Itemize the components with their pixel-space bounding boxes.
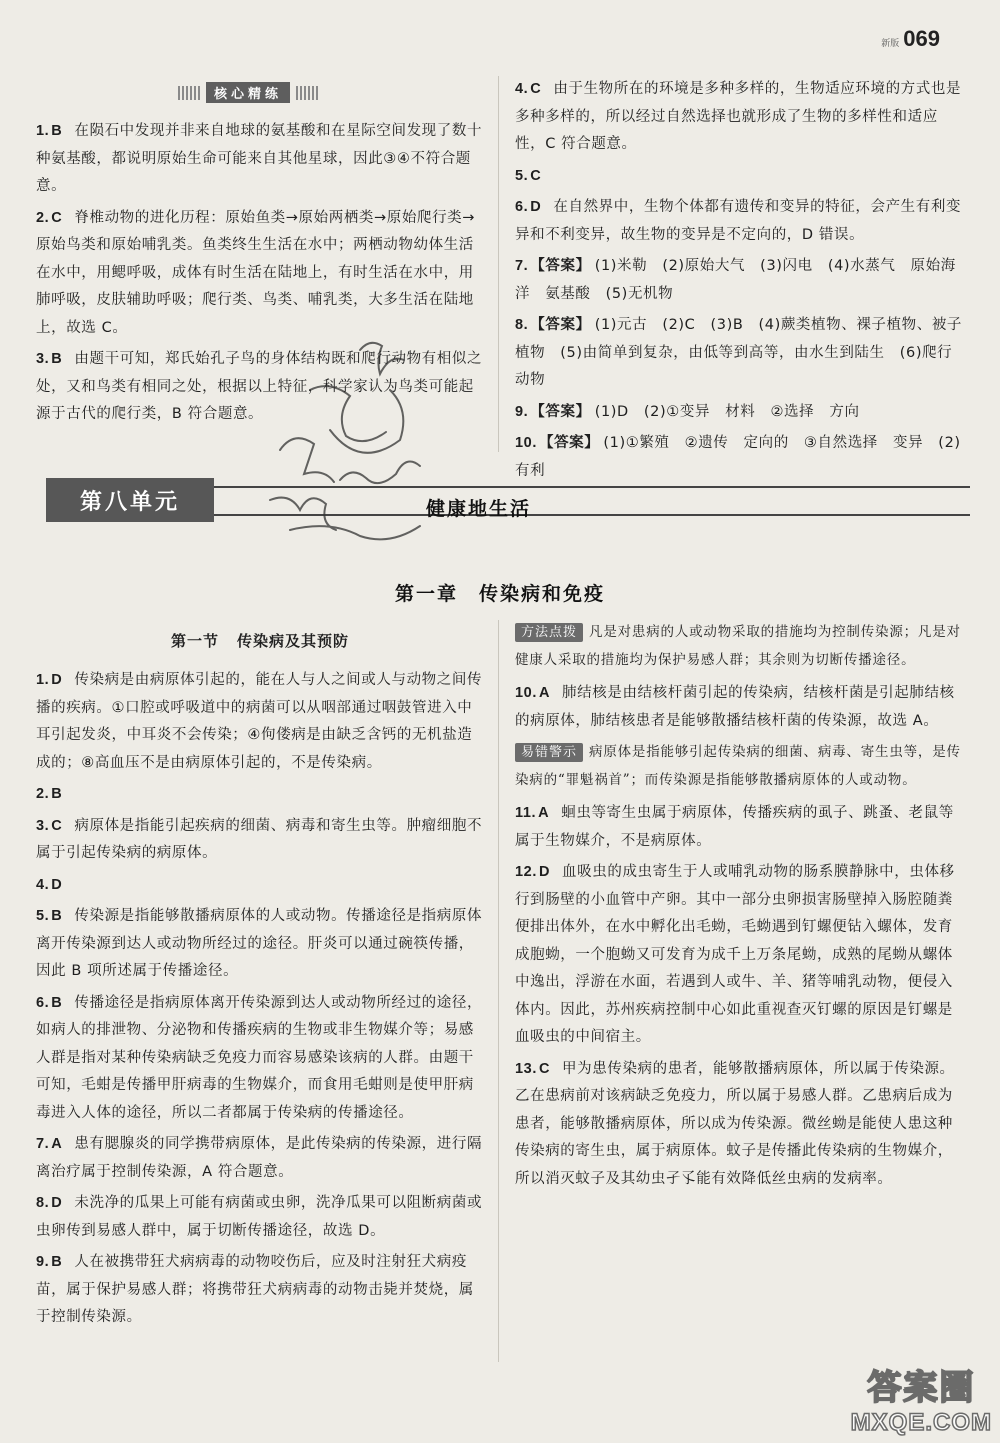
method-tip-note: 方法点拨 凡是对患病的人或动物采取的措施均为控制传染源；凡是对健康人采取的措施均为保护易感人群；其余则为切断传播途径。 [515,624,961,668]
answer-item: 4. C 由于生物所在的环境是多种多样的，生物适应环境的方式也是多种多样的，所以经过自然选择也就形成了生物的多样性和适应性，C 符合题意。 [515,81,962,152]
logo-top-text: 答案圈 [867,1368,976,1408]
site-logo-watermark [851,1360,992,1437]
answer-item: 3. C 病原体是指能引起疾病的细菌、病毒和寄生虫等。肿瘤细胞不属于引起传染病的病原体。 [36,817,483,861]
method-tip-pill: 方法点拨 [515,623,583,642]
answer-item: 4. D [36,876,63,893]
unit-title: 健康地生活 [426,498,532,520]
answer-item: 7. 【答案】 (1)米勒 (2)原始大气 (3)闪电 (4)水蒸气 原始海洋 氨基酸 (5)无机物 [515,258,956,302]
badge-label: 核心精练 [206,82,290,103]
unit-label: 第八单元 [46,478,214,522]
answer-item: 7. A 患有腮腺炎的同学携带病原体，是此传染病的传染源，进行隔离治疗属于控制传染源，A 符合题意。 [36,1136,483,1180]
error-warning-pill: 易错警示 [515,743,583,762]
answers-top-right [515,76,965,489]
answer-item: 5. C [515,167,542,184]
answer-item: 6. D 在自然界中，生物个体都有遗传和变异的特征，会产生有利变异和不利变异，故生物的变异是不定向的，D 错误。 [515,199,962,243]
badge-stripes-left [178,86,200,100]
core-practice-badge [178,82,318,103]
answer-item: 2. C 脊椎动物的进化历程：原始鱼类→原始两栖类→原始爬行类→原始鸟类和原始哺乳类。鱼类终生生活在水中；两栖动物幼体生活在水中，用鳃呼吸，成体有时生活在陆地上，有时生活在水中，用肺呼吸，皮肤辅助呼吸；爬行类、鸟类、哺乳类，大多生活在陆地上，故选 C。 [36,209,476,336]
chapter-title: 第一章 传染病和免疫 [394,583,605,605]
badge-stripes-right [296,86,318,100]
unit-header [46,470,970,530]
error-warning-note: 易错警示 病原体是指能够引起传染病的细菌、病毒、寄生虫等，是传染病的“罪魁祸首”；而传染源是指能够散播病原体的人或动物。 [515,744,961,788]
answers-bottom-right [515,619,965,1197]
answer-item: 8. D 未洗净的瓜果上可能有病菌或虫卵，洗净瓜果可以阻断病菌或虫卵传到易感人群中，属于切断传播途径，故选 D。 [36,1195,483,1239]
answer-item: 11. A 蛔虫等寄生虫属于病原体，传播疾病的虱子、跳蚤、老鼠等属于生物媒介，不是病原体。 [515,805,954,849]
answer-item: 1. B 在陨石中发现并非来自地球的氨基酸和在星际空间发现了数十种氨基酸，都说明原始生命可能来自其他星球，因此③④不符合题意。 [36,123,483,194]
answer-item: 10. A 肺结核是由结核杆菌引起的传染病，结核杆菌是引起肺结核的病原体，肺结核患者是能够散播结核杆菌的传染源，故选 A。 [515,685,955,729]
answers-bottom-left [36,667,484,1336]
answer-item: 6. B 传播途径是指病原体离开传染源到达人或动物所经过的途径，如病人的排泄物、分泌物和传播疾病的生物或非生物媒介等；易感人群是指对某种传染病缺乏免疫力而容易感染该病的人群。由题干可知，毛蚶是传播甲肝病毒的生物媒介，而食用毛蚶则是使甲肝病毒进入人体的途径，所以二者都属于传染病的传播途径。 [36,994,483,1121]
answer-item: 8. 【答案】 (1)元古 (2)C (3)B (4)蕨类植物、裸子植物、被子植物 (5)由简单到复杂，由低等到高等，由水生到陆生 (6)爬行动物 [515,317,963,388]
page-number-tiny-label: 新版 [881,38,900,48]
column-divider-top [498,76,499,452]
page-number-value: 069 [903,26,940,51]
answer-item: 3. B 由题干可知，郑氏始孔子鸟的身体结构既和爬行动物有相似之处，又和鸟类有相同之处，根据以上特征，科学家认为鸟类可能起源于古代的爬行类，B 符合题意。 [36,351,483,422]
answer-item: 1. D 传染病是由病原体引起的，能在人与人之间或人与动物之间传播的疾病。①口腔或呼吸道中的病菌可以从咽部通过咽鼓管进入中耳引起发炎，中耳炎不会传染；④佝偻病是由缺乏含钙的无机盐造成的；⑧高血压不是由病原体引起的，不是传染病。 [36,672,483,771]
answer-item: 13. C 甲为患传染病的患者，能够散播病原体，所以属于传染源。乙在患病前对该病缺乏免疫力，所以属于易感人群。乙患病后成为患者，能够散播病原体，所以成为传染源。微丝蚴是能使人患这种传染病的寄生虫，属于病原体。蚊子是传播此传染病的生物媒介，所以消灭蚊子及其幼虫孑孓能有效降低丝虫病的发病率。 [515,1060,955,1187]
answer-item: 12. D 血吸虫的成虫寄生于人或哺乳动物的肠系膜静脉中，虫体移行到肠壁的小血管中产卵。其中一部分虫卵损害肠壁掉入肠腔随粪便排出体外，在水中孵化出毛蚴，毛蚴遇到钉螺便钻入螺体，发育成胞蚴，一个胞蚴又可发育为成千上万条尾蚴，成熟的尾蚴从螺体中逸出，浮游在水面，若遇到人或牛、羊、猪等哺乳动物，便侵入体内。因此，苏州疾病控制中心如此重视查灭钉螺的原因是钉螺是血吸虫的中间宿主。 [515,864,955,1045]
answer-item: 5. B 传染源是指能够散播病原体的人或动物。传播途径是指病原体离开传染源到达人或动物所经过的途径。肝炎可以通过碗筷传播，因此 B 项所述属于传播途径。 [36,908,483,979]
answer-item: 9. B 人在被携带狂犬病病毒的动物咬伤后，应及时注射狂犬病疫苗，属于保护易感人群；将携带狂犬病病毒的动物击毙并焚烧，属于控制传染源。 [36,1254,474,1325]
answer-item: 9. 【答案】 (1)D (2)①变异 材料 ②选择 方向 [515,403,860,420]
page-number [881,26,940,52]
answer-item: 2. B [36,786,63,802]
section-title: 第一节 传染病及其预防 [170,632,350,650]
logo-bottom-text: MXQE.COM [850,1409,992,1436]
handwritten-signature-watermark [250,330,440,560]
answer-item: 10. 【答案】 (1)①繁殖 ②遗传 定向的 ③自然选择 变异 (2)有利 [515,435,961,479]
column-divider-bottom [498,620,499,1362]
